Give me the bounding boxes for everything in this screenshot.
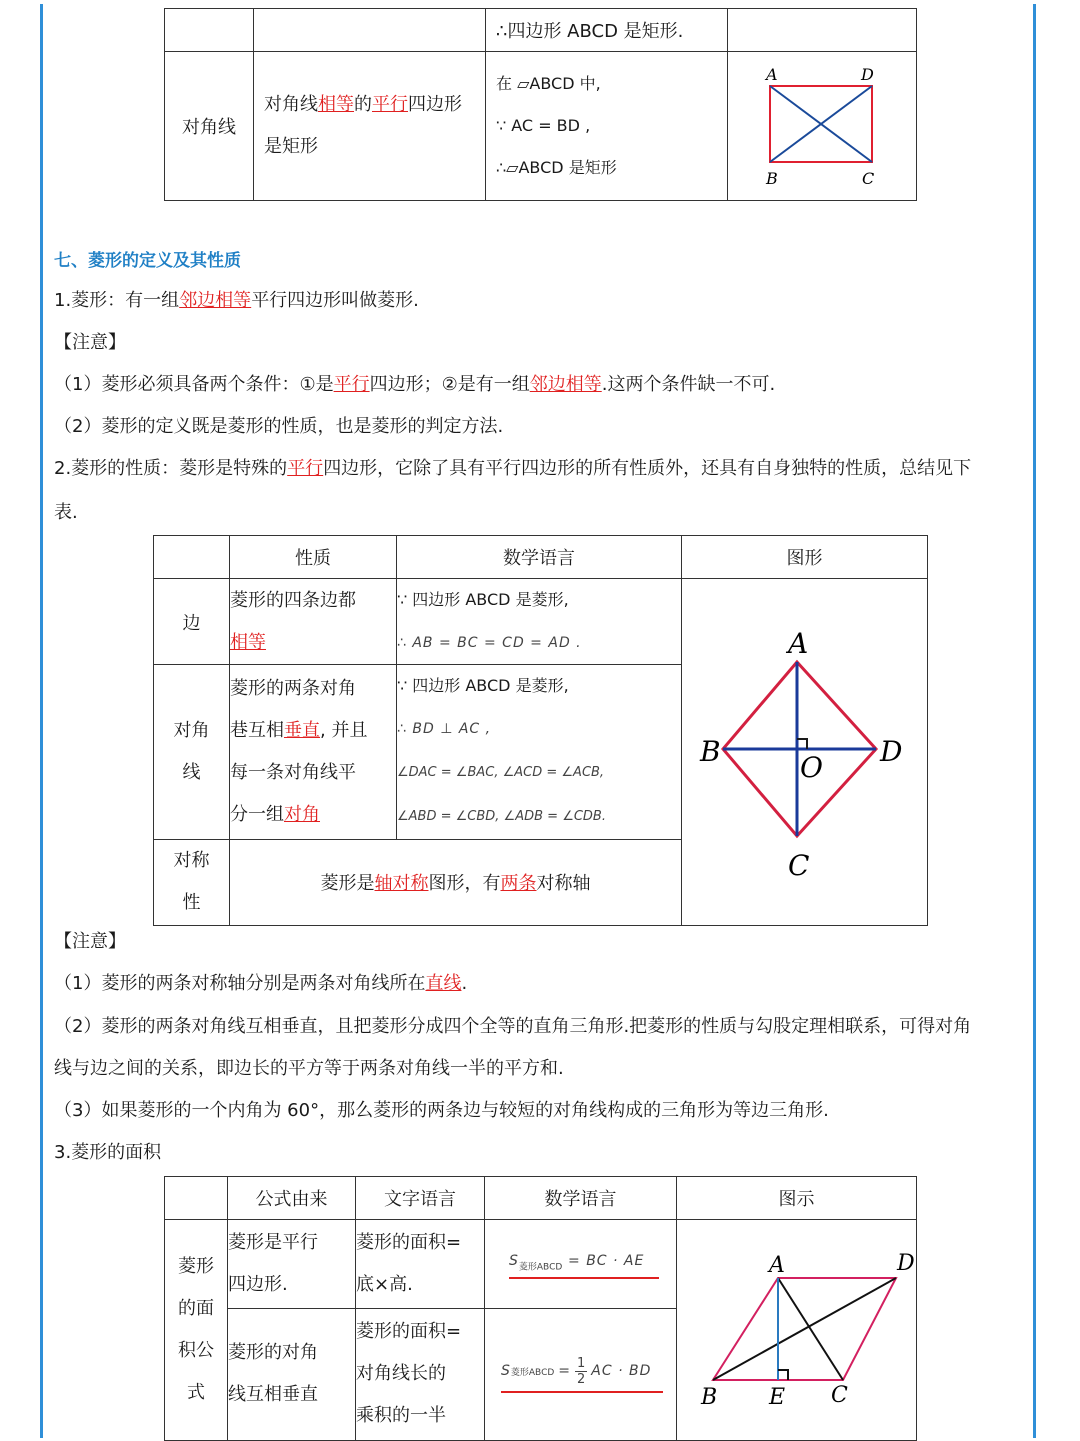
label-d: D [897, 1251, 915, 1276]
header-text-language: 文字语言 [356, 1177, 485, 1220]
label-d: D [880, 735, 903, 768]
text-part: 巷互相 [230, 719, 284, 741]
label-c: C [831, 1383, 848, 1408]
highlight-text: 两条 [500, 873, 537, 895]
row-label-area-formula [165, 1220, 228, 1441]
diagonal-property [230, 665, 397, 840]
header-property: 性质 [230, 536, 397, 579]
text-part: 是矩形 [264, 136, 318, 157]
text-part: 分一组 [230, 803, 284, 825]
rectangle-figure [728, 52, 917, 195]
rectangle-table [164, 8, 917, 201]
row-label-diagonal [154, 665, 230, 840]
text-part: .这两个条件缺一不可. [601, 374, 776, 395]
highlight-text: 轴对称 [374, 873, 429, 895]
math-line: ∵ 四边形 ABCD 是菱形, [397, 590, 569, 610]
math-line: ∴▱ABCD 是矩形 [496, 158, 617, 177]
formula-cell-1 [485, 1220, 677, 1309]
math-line: 在 ▱ABCD 中, [496, 74, 601, 93]
label-a: A [766, 65, 778, 84]
diagonal-ac [778, 1278, 843, 1380]
label-a: A [769, 1253, 785, 1278]
property-cell [254, 52, 486, 201]
note2-2-cont: 线与边之间的关系，即边长的平方等于两条对角线一半的平方和. [54, 1058, 564, 1079]
text-part: 菱形的面积= [356, 1231, 462, 1253]
text-part: 四边形. [228, 1273, 288, 1295]
header-origin: 公式由来 [228, 1177, 356, 1220]
text-part: （1）菱形的两条对称轴分别是两条对角线所在 [54, 973, 426, 994]
header-math: 数学语言 [397, 536, 682, 579]
text-part: 四边形；②是有一组 [369, 374, 530, 395]
math-conclusion [486, 9, 728, 52]
label-text: 的面 [178, 1298, 214, 1319]
text-part: 四边形 [408, 94, 462, 115]
properties-paragraph [54, 448, 1034, 490]
area-heading: 3.菱形的面积 [54, 1142, 162, 1163]
formula-symbol: S [501, 1363, 511, 1380]
label-text: 对称 [173, 850, 210, 872]
note2-1 [54, 963, 467, 1005]
empty-cell [728, 9, 917, 52]
note-label-2: 【注意】 [54, 931, 126, 952]
label-text: 线 [182, 761, 201, 783]
definition-paragraph [54, 280, 419, 322]
math-line: ∴ BD ⊥ AC , [397, 721, 492, 738]
highlight-text: 直线 [425, 973, 462, 994]
text-part: 对称轴 [536, 873, 591, 895]
note-1 [54, 364, 775, 406]
highlight-text: 平行 [287, 458, 324, 479]
rhombus-figure [682, 579, 928, 920]
text-part: 菱形的两条对角 [230, 677, 356, 699]
text-part: 乘积的一半 [356, 1405, 446, 1427]
right-angle-mark [778, 1370, 788, 1380]
header-diagram: 图示 [677, 1177, 917, 1220]
label-o: O [800, 751, 823, 784]
label-c: C [788, 849, 810, 882]
text-part: （1）菱形必须具备两个条件：①是 [54, 374, 334, 395]
symmetry-text [230, 839, 682, 925]
rhombus-properties-table [153, 535, 928, 926]
formula-subscript: 菱形ABCD [518, 1262, 563, 1273]
text-part: 底×高. [356, 1273, 413, 1295]
label-a: A [788, 627, 809, 660]
text-part: 每一条对角线平 [230, 761, 356, 783]
text-part: 的 [354, 94, 372, 115]
label-text: 菱形 [178, 1256, 214, 1277]
text-part: 图形，有 [428, 873, 501, 895]
math-line: ∵ 四边形 ABCD 是菱形, [397, 676, 569, 696]
row-label-symmetry [154, 839, 230, 925]
empty-cell [154, 536, 230, 579]
text-part: 菱形是 [320, 873, 375, 895]
highlight-text: 平行 [372, 94, 408, 115]
text-part: 2.菱形的性质：菱形是特殊的 [54, 458, 288, 479]
text-language-1 [356, 1220, 485, 1309]
text-part: 四边形，它除了具有平行四边形的所有性质外，还具有自身独特的性质，总结见下 [323, 458, 972, 479]
empty-cell [165, 1177, 228, 1220]
formula-subscript: 菱形ABCD [510, 1367, 555, 1378]
label-text: 积公 [178, 1340, 214, 1361]
formula-1 [509, 1249, 659, 1279]
properties-paragraph-end: 表. [54, 502, 78, 523]
rhombus-area-table [164, 1176, 917, 1441]
text-part: 对角线 [264, 94, 318, 115]
highlight-text: 相等 [318, 94, 354, 115]
text-part: . [461, 973, 468, 994]
math-cell [486, 52, 728, 201]
edge-math [397, 579, 682, 665]
rhombus-figure-cell [682, 579, 928, 926]
empty-cell [165, 9, 254, 52]
area-figure-cell [677, 1220, 917, 1441]
label-text: 对角线 [182, 117, 236, 138]
parallelogram-figure [677, 1220, 917, 1435]
label-text: 性 [182, 892, 201, 914]
text-part: 线互相垂直 [228, 1384, 318, 1406]
text-part: , 并且 [320, 719, 368, 741]
label-c: C [862, 169, 875, 188]
formula-fraction [575, 1356, 587, 1387]
section-heading: 七、菱形的定义及其性质 [54, 251, 241, 271]
math-line: ∴ AB = BC = CD = AD . [397, 635, 582, 652]
header-figure: 图形 [682, 536, 928, 579]
note-label: 【注意】 [54, 332, 126, 353]
note2-3: （3）如果菱形的一个内角为 60°，那么菱形的两条边与较短的对角线构成的三角形为等边三角形. [54, 1100, 829, 1121]
text-part: 1.菱形：有一组 [54, 290, 180, 311]
diagonal-math [397, 665, 682, 840]
origin-1 [228, 1220, 356, 1309]
highlight-text: 平行 [333, 374, 370, 395]
formula-equals: = [558, 1363, 572, 1380]
row-label-edge: 边 [154, 579, 230, 665]
formula-2 [501, 1356, 663, 1393]
label-b: B [700, 735, 721, 768]
formula-rhs: = BC · AE [568, 1253, 645, 1270]
fraction-numerator: 1 [577, 1355, 586, 1371]
label-b: B [701, 1385, 718, 1410]
math-text: ∴四边形 ABCD 是矩形. [496, 21, 684, 42]
label-d: D [861, 65, 874, 84]
header-math-language: 数学语言 [485, 1177, 677, 1220]
note-2: （2）菱形的定义既是菱形的性质，也是菱形的判定方法. [54, 416, 504, 437]
formula-symbol: S [509, 1253, 519, 1270]
highlight-text: 邻边相等 [179, 290, 252, 311]
highlight-text: 垂直 [284, 719, 320, 741]
row-label-diagonal [165, 52, 254, 201]
label-b: B [766, 169, 778, 188]
note2-2: （2）菱形的两条对角线互相垂直，且把菱形分成四个全等的直角三角形.把菱形的性质与勾股定理相联系，可得对角 [54, 1016, 972, 1037]
math-line: ∠ABD = ∠CBD, ∠ADB = ∠CDB. [397, 809, 606, 825]
figure-cell [728, 52, 917, 201]
formula-cell-2 [485, 1308, 677, 1440]
math-line: ∠DAC = ∠BAC, ∠ACD = ∠ACB, [397, 765, 605, 781]
text-language-2 [356, 1308, 485, 1440]
label-e: E [769, 1385, 786, 1410]
formula-rhs: AC · BD [591, 1363, 652, 1380]
edge-property [230, 579, 397, 665]
highlight-text: 邻边相等 [529, 374, 602, 395]
text-part: 菱形的四条边都 [230, 589, 356, 611]
text-part: 菱形的面积= [356, 1321, 462, 1343]
text-part: 菱形的对角 [228, 1342, 318, 1364]
fraction-denominator: 2 [577, 1371, 586, 1387]
label-text: 对角 [173, 719, 210, 741]
highlight-text: 相等 [230, 631, 266, 653]
text-part: 菱形是平行 [228, 1231, 318, 1253]
text-part: 平行四边形叫做菱形. [251, 290, 419, 311]
highlight-text: 对角 [284, 803, 320, 825]
origin-2 [228, 1308, 356, 1440]
math-line: ∵ AC = BD , [496, 116, 591, 135]
empty-cell [254, 9, 486, 52]
label-text: 式 [187, 1382, 205, 1403]
text-part: 对角线长的 [356, 1363, 446, 1385]
